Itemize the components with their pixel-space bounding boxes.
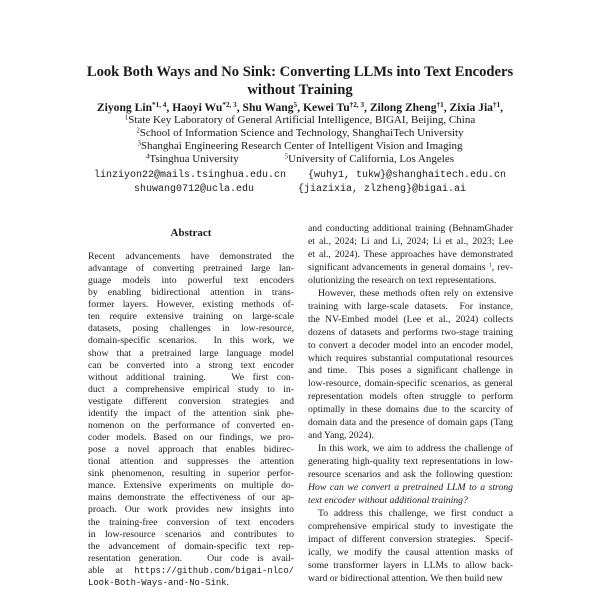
author-name: Zilong Zheng bbox=[369, 101, 437, 114]
text-line bbox=[308, 391, 513, 403]
text-segment: show that a pretrained large language model bbox=[88, 347, 294, 359]
text-line bbox=[308, 547, 513, 559]
affiliation-line bbox=[0, 153, 600, 165]
text-line bbox=[88, 517, 294, 529]
text-line bbox=[88, 504, 294, 516]
text-segment: impact of different conversion strategies. Specif- bbox=[308, 534, 513, 546]
text-line bbox=[88, 577, 294, 589]
text-segment: ward or bidirectional attention. We then build new bbox=[308, 572, 503, 584]
email-address: {jiazixia, zlzheng}@bigai.ai bbox=[298, 184, 467, 195]
text-line bbox=[88, 468, 294, 480]
text-line bbox=[308, 236, 513, 248]
text-segment: dozens of datasets and performs two-stage training bbox=[308, 326, 513, 338]
text-segment: and time. This poses a significant challenge in bbox=[308, 365, 513, 377]
text-segment: ically, we modify the causal attention masks of bbox=[308, 547, 513, 558]
affiliation-text: University of California, Los Angeles bbox=[288, 153, 455, 165]
text-segment: domain-specific scenarios. In this work, we bbox=[88, 335, 294, 347]
text-segment: the advancement of domain-specific text rep- bbox=[88, 540, 294, 552]
author-affiliation-mark: †1 bbox=[436, 101, 444, 110]
footnote-mark: 1 bbox=[488, 262, 492, 269]
email-address: shuwang0712@ucla.edu bbox=[133, 184, 254, 195]
text-line bbox=[308, 495, 513, 507]
text-line bbox=[308, 288, 513, 300]
text-segment: tional attention and suppresses the attention bbox=[88, 456, 294, 468]
text-line bbox=[88, 541, 294, 553]
text-segment: guage models into powerful text encoders bbox=[88, 275, 294, 287]
affiliation-number: 4 bbox=[145, 153, 150, 161]
text-segment: representation models often struggle to perform bbox=[308, 391, 513, 403]
text-line bbox=[308, 404, 513, 416]
text-segment: mains demonstrate the effectiveness of our ap- bbox=[88, 492, 294, 504]
text-segment: , rev- bbox=[491, 261, 513, 273]
author-affiliation-mark: †2, 3 bbox=[349, 101, 365, 110]
text-segment: and Yang, 2024). bbox=[308, 429, 374, 441]
text-line bbox=[88, 299, 294, 311]
text-segment: mance. Extensive experiments on multiple do- bbox=[88, 480, 294, 492]
email-address: linziyon22@mails.tsinghua.edu.cn bbox=[93, 170, 286, 181]
text-segment: Look-Both-Ways-and-No-Sink bbox=[88, 577, 227, 588]
affiliation-number: 3 bbox=[137, 140, 141, 148]
author-separator: , bbox=[236, 101, 243, 114]
text-segment: datasets, posing challenges in low-resource, bbox=[88, 323, 294, 335]
text-segment: to convert a decoder model into an encoder model, bbox=[308, 339, 513, 351]
text-line bbox=[88, 480, 294, 492]
author-separator: , bbox=[500, 101, 504, 114]
author-affiliation-mark: †1 bbox=[492, 101, 501, 110]
text-line bbox=[88, 396, 294, 408]
author-name: Kewei Tu bbox=[302, 101, 350, 114]
text-segment: former layers. However, existing methods of- bbox=[88, 299, 294, 311]
author-name: Ziyong Lin bbox=[96, 101, 153, 114]
text-segment: optimally in these domains due to the scarcity of bbox=[308, 404, 513, 416]
text-segment: nomenon on the performance of converted en- bbox=[88, 419, 294, 431]
text-segment: However, these methods often rely on extensive bbox=[318, 288, 513, 299]
text-line bbox=[308, 560, 513, 572]
affiliation-line bbox=[0, 127, 600, 139]
text-segment: text encoder without additional training? bbox=[308, 494, 468, 506]
text-line bbox=[308, 378, 513, 390]
email-line bbox=[0, 184, 600, 195]
text-segment: To address this challenge, we first conduct a bbox=[318, 508, 513, 520]
text-line bbox=[308, 275, 513, 287]
text-segment: Recent advancements have demonstrated the bbox=[88, 251, 294, 262]
text-line bbox=[88, 360, 294, 372]
text-segment: In this work, we aim to address the challenge of bbox=[318, 443, 513, 455]
text-line bbox=[88, 384, 294, 396]
text-segment: comprehensive empirical study to investigate the bbox=[308, 521, 513, 533]
text-segment: training with large-scale datasets. For instance, bbox=[308, 300, 513, 312]
text-line bbox=[308, 573, 513, 585]
text-line bbox=[88, 408, 294, 420]
text-segment: et al., 2024). These approaches have demonstrated bbox=[308, 248, 513, 260]
text-segment: able at bbox=[88, 564, 135, 576]
affiliation-item bbox=[285, 153, 454, 165]
paper-title-line-2: without Training bbox=[247, 82, 353, 98]
text-segment: advantage of converting pretrained large lan- bbox=[88, 263, 294, 275]
text-line bbox=[88, 565, 294, 577]
text-line bbox=[308, 469, 513, 481]
affiliation-text: State Key Laboratory of General Artificial Intelligence, BIGAI, Beijing, China bbox=[128, 114, 476, 126]
paper-title-line-1: Look Both Ways and No Sink: Converting LLMs into Text Encoders bbox=[86, 64, 514, 80]
text-line bbox=[88, 348, 294, 360]
author-name: Shu Wang bbox=[242, 101, 294, 114]
author-separator: , bbox=[364, 101, 370, 114]
abstract-heading: Abstract bbox=[170, 227, 212, 239]
text-line bbox=[308, 456, 513, 468]
text-line bbox=[88, 420, 294, 432]
email-address: {wuhy1, tukw}@shanghaitech.edu.cn bbox=[307, 170, 507, 181]
text-segment: identify the impact of the attention sink phe- bbox=[88, 407, 294, 419]
text-line bbox=[308, 534, 513, 546]
text-segment: which requires substantial computational resources bbox=[308, 352, 513, 364]
text-segment: and conducting additional training (BehnamGhader bbox=[308, 223, 513, 234]
text-segment: the training-free conversion of text encoders bbox=[88, 516, 294, 528]
text-line bbox=[88, 275, 294, 287]
text-line bbox=[88, 432, 294, 444]
text-line bbox=[88, 323, 294, 335]
text-segment: https://github.com/bigai-nlco/ bbox=[134, 565, 294, 576]
affiliation-number: 2 bbox=[136, 127, 140, 135]
author-list bbox=[0, 101, 600, 114]
text-segment: duct a comprehensive empirical study to in- bbox=[88, 383, 294, 395]
text-segment: sink phenomenon, resulting in superior perfor- bbox=[88, 468, 294, 480]
text-line bbox=[308, 430, 513, 442]
text-segment: . bbox=[226, 576, 229, 588]
text-line bbox=[88, 444, 294, 456]
text-segment: pose a novel approach that enables bidirec- bbox=[88, 444, 294, 456]
text-line bbox=[308, 417, 513, 429]
text-segment: et al., 2024; Li and Li, 2024; Li et al., 2023; Lee bbox=[308, 235, 513, 247]
affiliation-text: Tsinghua University bbox=[149, 153, 239, 165]
text-line bbox=[88, 553, 294, 565]
text-line bbox=[308, 314, 513, 326]
text-segment: can be converted into a strong text encoder bbox=[88, 359, 294, 371]
text-segment: by enabling bidirectional attention in trans- bbox=[88, 287, 294, 299]
text-line bbox=[308, 521, 513, 533]
text-line bbox=[88, 372, 294, 384]
text-line bbox=[88, 529, 294, 541]
affiliation-number: 5 bbox=[284, 153, 289, 161]
text-line bbox=[308, 223, 513, 235]
affiliation-text: School of Information Science and Technology, ShanghaiTech University bbox=[139, 127, 464, 139]
affiliation-text: Shanghai Engineering Research Center of Intelligent Vision and Imaging bbox=[140, 140, 463, 152]
text-segment: proach. Our work provides new insights into bbox=[88, 504, 294, 516]
author-affiliation-mark: *1, 4 bbox=[152, 101, 167, 110]
text-line bbox=[308, 340, 513, 352]
author-name: Zixia Jia bbox=[449, 101, 493, 114]
author-affiliation-mark: *2, 3 bbox=[222, 101, 237, 110]
text-segment: the NV-Embed model (Lee et al., 2024) collects bbox=[308, 313, 513, 325]
text-line bbox=[308, 353, 513, 365]
text-line bbox=[88, 311, 294, 323]
text-line bbox=[308, 301, 513, 313]
text-line bbox=[88, 287, 294, 299]
text-segment: generating high-quality text representations in low- bbox=[308, 456, 513, 468]
author-separator: , bbox=[297, 101, 303, 114]
text-line bbox=[308, 482, 513, 494]
text-segment: How can we convert a pretrained LLM to a strong bbox=[308, 482, 513, 493]
affiliation-line bbox=[0, 114, 600, 126]
text-segment: olutionizing the research on text representations. bbox=[308, 274, 497, 286]
author-separator: , bbox=[166, 101, 173, 114]
affiliation-number: 1 bbox=[124, 114, 129, 122]
text-line bbox=[88, 456, 294, 468]
email-line bbox=[0, 170, 600, 181]
text-segment: domain data and the presence of domain gaps (Tang bbox=[308, 417, 513, 428]
text-line bbox=[308, 365, 513, 377]
text-line bbox=[308, 443, 513, 455]
text-segment: low-resource, domain-specific scenarios, as general bbox=[308, 378, 513, 390]
author-affiliation-mark: 5 bbox=[293, 101, 298, 110]
text-line bbox=[308, 262, 513, 274]
affiliation-item bbox=[146, 153, 239, 165]
text-line bbox=[88, 335, 294, 347]
text-line bbox=[88, 263, 294, 275]
text-segment: significant advancements in general domains bbox=[308, 261, 489, 273]
text-segment: vestigate different conversion strategies and bbox=[88, 395, 294, 407]
text-line bbox=[308, 249, 513, 261]
text-line bbox=[88, 492, 294, 504]
text-line bbox=[308, 508, 513, 520]
text-segment: without additional training. We first con- bbox=[88, 371, 294, 383]
text-segment: coder models. Based on our findings, we pro- bbox=[88, 432, 294, 444]
text-segment: resource scenarios and ask the following question: bbox=[308, 469, 513, 481]
text-segment: resentation generation. Our code is avail- bbox=[88, 552, 294, 564]
text-segment: in low-resource scenarios and contributes to bbox=[88, 528, 294, 540]
author-name: Haoyi Wu bbox=[172, 101, 223, 114]
author-separator: , bbox=[443, 101, 450, 114]
text-line bbox=[308, 327, 513, 339]
text-segment: some transformer layers in LLMs to allow back- bbox=[308, 559, 513, 571]
text-segment: ten require extensive training on large-scale bbox=[88, 311, 294, 323]
text-line bbox=[88, 251, 294, 263]
affiliation-line bbox=[0, 140, 600, 152]
